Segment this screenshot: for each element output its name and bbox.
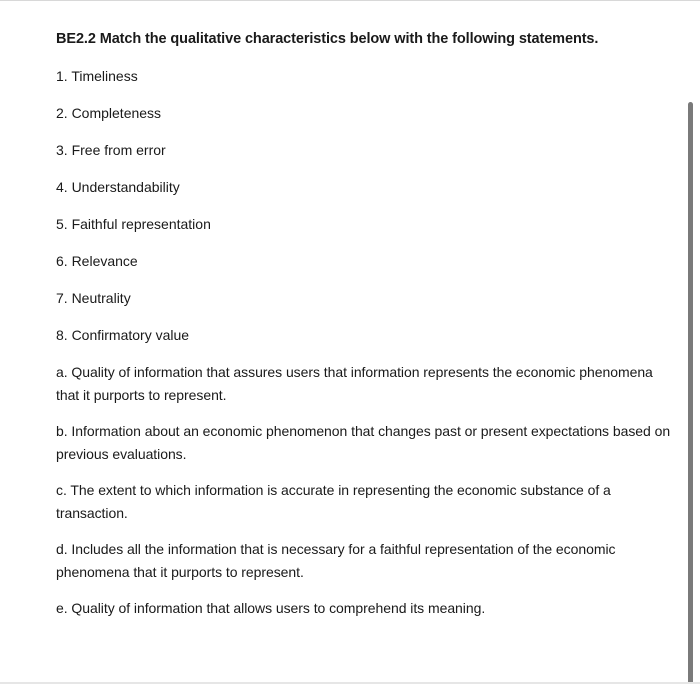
statement-item: e. Quality of information that allows users to comprehend its meaning.: [56, 600, 486, 616]
characteristic-item: 1. Timeliness: [56, 68, 138, 84]
statement-item: a. Quality of information that assures users that information represents the economic phenomena that it purports to represent.: [56, 364, 653, 403]
statement-item: d. Includes all the information that is necessary for a faithful representation of the economic phenomena that it purports to represent.: [56, 541, 616, 580]
characteristic-item: 4. Understandability: [56, 179, 180, 195]
characteristics-list: [56, 65, 676, 361]
statement-item: c. The extent to which information is accurate in representing the economic substance of a transaction.: [56, 482, 611, 521]
document-content: [56, 28, 676, 634]
characteristic-item: 6. Relevance: [56, 253, 138, 269]
characteristic-item: 7. Neutrality: [56, 290, 131, 306]
vertical-scrollbar[interactable]: [688, 102, 693, 684]
characteristic-item: 3. Free from error: [56, 142, 166, 158]
exercise-heading: BE2.2 Match the qualitative characteristics below with the following statements.: [56, 31, 599, 47]
characteristic-item: 2. Completeness: [56, 105, 162, 121]
characteristic-item: 8. Confirmatory value: [56, 327, 190, 343]
top-divider: [0, 0, 700, 1]
statements-list: [56, 361, 676, 620]
characteristic-item: 5. Faithful representation: [56, 216, 211, 232]
statement-item: b. Information about an economic phenomenon that changes past or present expectations based on previous evaluations.: [56, 423, 671, 462]
